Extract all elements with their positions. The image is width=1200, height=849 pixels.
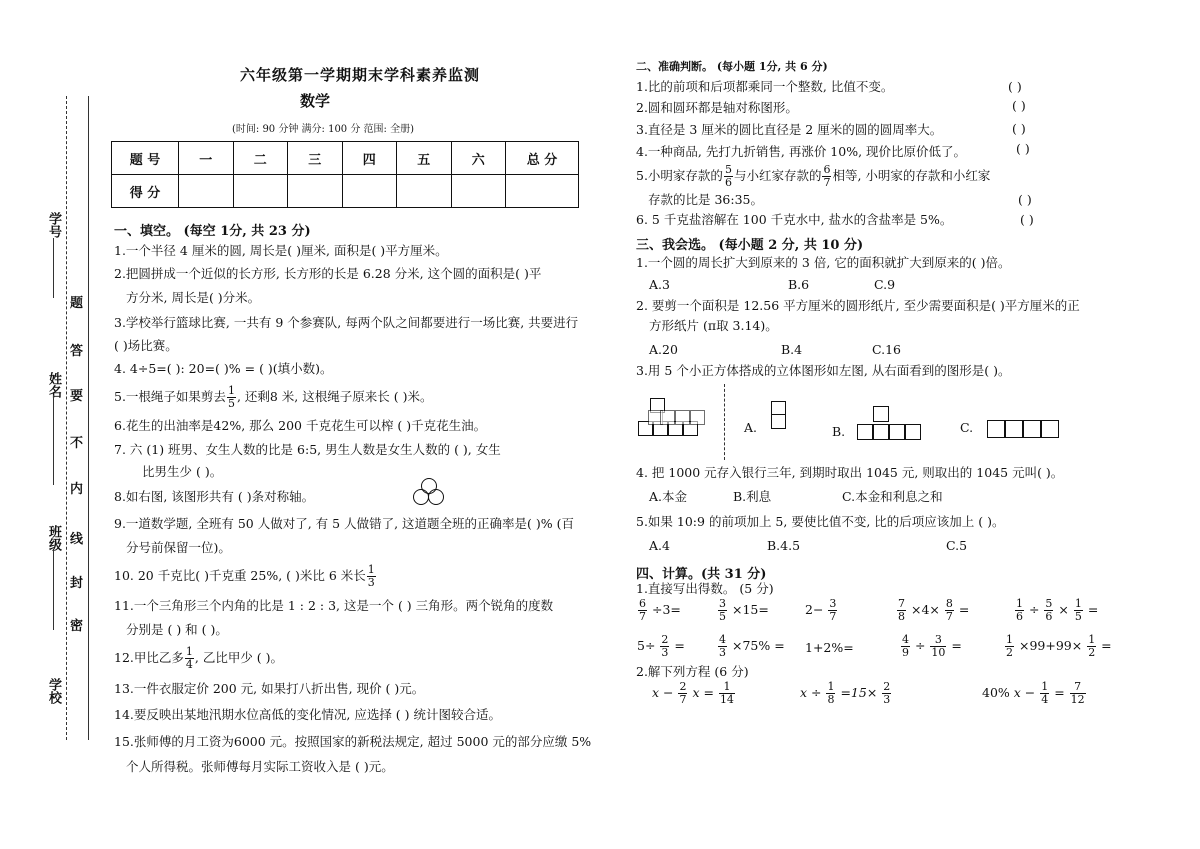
seal-char: 内 — [70, 482, 84, 497]
choice-option[interactable]: C. — [960, 420, 974, 435]
choice-question: 方形纸片 (π取 3.14)。 — [649, 318, 778, 333]
square — [771, 414, 786, 429]
square — [889, 424, 905, 440]
fraction-1-5: $\frac{1}{5}$ — [227, 384, 235, 410]
judge-item: 4.一种商品, 先打九折销售, 再涨价 10%, 现价比原价低了。 — [636, 144, 967, 159]
fraction-5-6: $\frac{5}{6}$ — [724, 163, 732, 189]
score-input-cell[interactable] — [233, 175, 288, 208]
seal-char: 题 — [70, 296, 84, 311]
question-line: 14.要反映出某地汛期水位高低的变化情况, 应选择 ( ) 统计图较合适。 — [114, 707, 502, 722]
calc-expression: $\frac{1}{2}$ ×99+99× $\frac{1}{2}$ = — [1006, 633, 1112, 659]
question-line: 6.花生的出油率是42%, 那么 200 千克花生可以榨 ( )千克花生油。 — [114, 418, 487, 433]
score-table — [111, 141, 579, 208]
score-cell: 得 分 — [112, 175, 179, 208]
seal-char: 答 — [70, 344, 84, 359]
circle-shape — [413, 489, 429, 505]
choice-question: 4. 把 1000 元存入银行三年, 到期时取出 1045 元, 则取出的 1045 元叫( )。 — [636, 465, 1064, 480]
calc-expression: $\frac{4}{9}$ ÷ $\frac{3}{10}$ = — [902, 633, 962, 659]
question-line — [114, 646, 283, 671]
choice-option[interactable]: C.5 — [946, 538, 968, 553]
answer-paren[interactable]: ( ) — [1012, 121, 1026, 136]
choice-option[interactable]: B.4.5 — [767, 538, 801, 553]
question-line: 4. 4÷5=( ): 20=( )% = ( )(填小数)。 — [114, 361, 333, 376]
question-line: 9.一道数学题, 全班有 50 人做对了, 有 5 人做错了, 这道题全班的正确率是( )% (百 — [114, 516, 574, 531]
cube — [675, 410, 690, 425]
calc-expression: $\frac{3}{5}$ ×15= — [719, 597, 769, 623]
choice-option[interactable]: B.4 — [781, 342, 803, 357]
question-text: 10. 20 千克比( )千克重 25%, ( )米比 6 米长 — [114, 568, 366, 583]
seal-char: 密 — [70, 619, 84, 634]
score-cell: 总 分 — [506, 142, 579, 175]
choice-option[interactable]: C.16 — [872, 342, 901, 357]
choice-option[interactable]: B.利息 — [733, 489, 772, 504]
choice-question: 3.用 5 个小正方体搭成的立体图形如左图, 从右面看到的图形是( )。 — [636, 363, 1011, 378]
section4-title: 四、计算。(共 31 分) — [636, 567, 767, 582]
choice-option[interactable]: A.本金 — [649, 489, 688, 504]
figure-divider — [724, 384, 725, 460]
square — [1023, 420, 1041, 438]
answer-paren[interactable]: ( ) — [1016, 141, 1030, 156]
label-school: 学校 — [46, 678, 61, 704]
calc-expression: 1+2%= — [805, 640, 854, 655]
section4-sub2: 2.解下列方程 (6 分) — [636, 664, 749, 679]
question-line: 1.一个半径 4 厘米的圆, 周长是( )厘米, 面积是( )平方厘米。 — [114, 243, 448, 258]
question-line: 15.张师傅的月工资为6000 元。按照国家的新税法规定, 超过 5000 元的部分应缴 5% — [114, 734, 592, 749]
question-line — [114, 564, 377, 589]
answer-paren[interactable]: ( ) — [1020, 212, 1034, 227]
calc-expression: $\frac{6}{7}$ ÷3= — [639, 597, 681, 623]
label-student-number: 学号 — [46, 212, 61, 238]
judge-item: 1.比的前项和后项都乘同一个整数, 比值不变。 — [636, 79, 894, 94]
choice-question: 1.一个圆的周长扩大到原来的 3 倍, 它的面积就扩大到原来的( )倍。 — [636, 255, 1011, 270]
score-cell: 三 — [288, 142, 343, 175]
judge-item: 6. 5 千克盐溶解在 100 千克水中, 盐水的含盐率是 5%。 — [636, 212, 953, 227]
section3-title: 三、我会选。 (每小题 2 分, 共 10 分) — [636, 238, 864, 253]
section1-title: 一、填空。 (每空 1分, 共 23 分) — [114, 224, 311, 239]
square — [873, 406, 889, 422]
choice-option[interactable]: A.3 — [649, 277, 670, 292]
choice-option[interactable]: C.本金和利息之和 — [842, 489, 943, 504]
choice-option[interactable]: C.9 — [874, 277, 896, 292]
question-text: , 乙比甲少 ( )。 — [194, 650, 284, 665]
score-cell: 五 — [397, 142, 452, 175]
question-text: 12.甲比乙多 — [114, 650, 184, 665]
choice-option[interactable]: A. — [744, 420, 758, 435]
exam-subject: 数学 — [300, 92, 331, 110]
name-field[interactable] — [53, 395, 54, 485]
answer-paren[interactable]: ( ) — [1018, 192, 1032, 207]
score-table-header-row — [112, 142, 579, 175]
question-line: 个人所得税。张师傅每月实际工资收入是 ( )元。 — [126, 759, 394, 774]
calc-expression: 2− $\frac{3}{7}$ — [805, 597, 837, 623]
question-line: 分别是 ( ) 和 ( )。 — [126, 622, 228, 637]
seal-char: 要 — [70, 389, 84, 404]
question-text: 5.一根绳子如果剪去 — [114, 389, 226, 404]
calc-expression: $\frac{1}{6}$ ÷ $\frac{5}{6}$ × $\frac{1}{5}$ = — [1016, 597, 1099, 623]
score-cell: 题 号 — [112, 142, 179, 175]
equation: 40% x − $\frac{1}{4}$ = $\frac{7}{12}$ — [982, 680, 1085, 706]
seal-char: 线 — [70, 532, 84, 547]
square — [873, 424, 889, 440]
section2-title: 二、准确判断。 (每小题 1分, 共 6 分) — [636, 60, 828, 73]
question-text: 5.小明家存款的 — [636, 168, 723, 183]
answer-paren[interactable]: ( ) — [1008, 79, 1022, 94]
equation: x ÷ $\frac{1}{8}$ =15× $\frac{2}{3}$ — [800, 680, 891, 706]
exam-info: (时间: 90 分钟 满分: 100 分 范围: 全册) — [232, 124, 414, 135]
calc-expression: $\frac{4}{3}$ ×75% = — [719, 633, 785, 659]
question-line: 分号前保留一位)。 — [126, 540, 231, 555]
question-text: 与小红家存款的 — [733, 168, 822, 183]
student-number-field[interactable] — [53, 238, 54, 298]
judge-item — [636, 164, 990, 189]
choice-question: 2. 要剪一个面积是 12.56 平方厘米的圆形纸片, 至少需要面积是( )平方厘米的正 — [636, 298, 1080, 313]
question-line: 3.学校举行篮球比赛, 一共有 9 个参赛队, 每两个队之间都要进行一场比赛, 共要进行 — [114, 315, 579, 330]
square — [905, 424, 921, 440]
judge-item: 存款的比是 36:35。 — [648, 192, 763, 207]
choice-question: 5.如果 10:9 的前项加上 5, 要使比值不变, 比的后项应该加上 ( )。 — [636, 514, 1005, 529]
score-cell: 六 — [451, 142, 506, 175]
margin-dashed-line — [66, 96, 67, 740]
question-line: 8.如右图, 该图形共有 ( )条对称轴。 — [114, 489, 315, 504]
cube — [690, 410, 705, 425]
circle-shape — [428, 489, 444, 505]
question-text: 相等, 小明家的存款和小红家 — [832, 168, 991, 183]
cube — [660, 410, 675, 425]
choice-option[interactable]: B.6 — [788, 277, 810, 292]
margin-solid-line — [88, 96, 89, 740]
fraction-1-3: $\frac{1}{3}$ — [367, 563, 375, 589]
calc-expression: $\frac{7}{8}$ ×4× $\frac{8}{7}$ = — [898, 597, 970, 623]
question-line: 方分米, 周长是( )分米。 — [126, 290, 261, 305]
answer-paren[interactable]: ( ) — [1012, 98, 1026, 113]
square — [857, 424, 873, 440]
square — [987, 420, 1005, 438]
score-input-cell[interactable] — [506, 175, 579, 208]
seal-char: 不 — [70, 436, 84, 451]
class-field[interactable] — [53, 550, 54, 630]
score-table-score-row — [112, 175, 579, 208]
choice-option[interactable]: A.4 — [649, 538, 670, 553]
calc-expression: 5÷ $\frac{2}{3}$ = — [637, 633, 685, 659]
fraction-6-7: $\frac{6}{7}$ — [823, 163, 831, 189]
choice-option[interactable]: A.20 — [649, 342, 678, 357]
question-line: 13.一件衣服定价 200 元, 如果打八折出售, 现价 ( )元。 — [114, 681, 425, 696]
score-input-cell[interactable] — [179, 175, 234, 208]
square — [1005, 420, 1023, 438]
question-line: 比男生少 ( )。 — [142, 464, 223, 479]
section4-sub1: 1.直接写出得数。 (5 分) — [636, 581, 774, 596]
score-input-cell[interactable] — [451, 175, 506, 208]
score-input-cell[interactable] — [397, 175, 452, 208]
square — [1041, 420, 1059, 438]
judge-item: 3.直径是 3 厘米的圆比直径是 2 厘米的圆的圆周率大。 — [636, 122, 943, 137]
score-input-cell[interactable] — [288, 175, 343, 208]
judge-item: 2.圆和圆环都是轴对称图形。 — [636, 100, 798, 115]
score-cell: 一 — [179, 142, 234, 175]
label-name: 姓名 — [46, 372, 61, 398]
exam-title: 六年级第一学期期末学科素养监测 — [240, 66, 481, 84]
question-line: 7. 六 (1) 班男、女生人数的比是 6:5, 男生人数是女生人数的 ( ), 女生 — [114, 442, 501, 457]
seal-char: 封 — [70, 576, 84, 591]
score-input-cell[interactable] — [342, 175, 397, 208]
choice-option[interactable]: B. — [832, 424, 846, 439]
equation: x − $\frac{2}{7}$ x = $\frac{1}{14}$ — [652, 680, 734, 706]
question-line: 2.把圆拼成一个近似的长方形, 长方形的长是 6.28 分米, 这个圆的面积是( )平 — [114, 266, 542, 281]
question-line — [114, 385, 432, 410]
fraction-1-4: $\frac{1}{4}$ — [185, 645, 193, 671]
question-text: , 还剩8 米, 这根绳子原来长 ( )米。 — [236, 389, 433, 404]
score-cell: 四 — [342, 142, 397, 175]
score-cell: 二 — [233, 142, 288, 175]
label-class: 班级 — [46, 525, 61, 551]
question-line: ( )场比赛。 — [114, 338, 178, 353]
question-line: 11.一个三角形三个内角的比是 1 : 2 : 3, 这是一个 ( ) 三角形。两个锐角的度数 — [114, 598, 554, 613]
